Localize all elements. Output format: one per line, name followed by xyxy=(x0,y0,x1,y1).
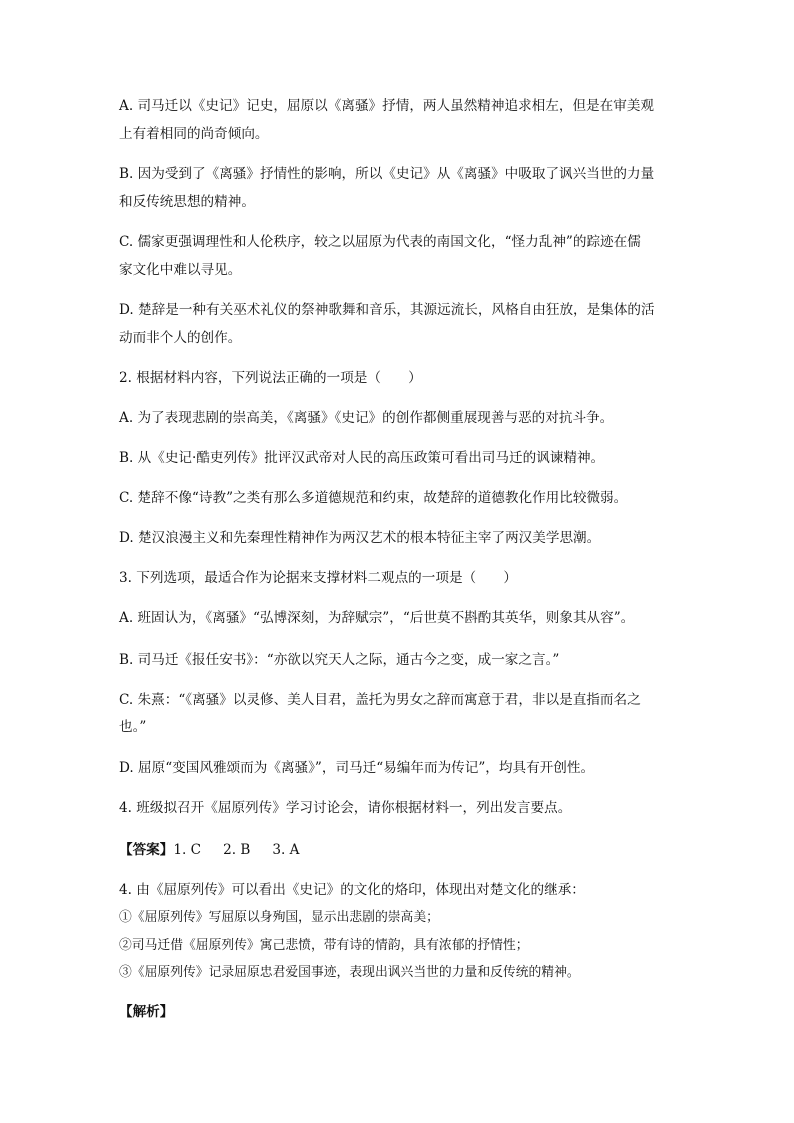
q3-option-c-line2: 也。” xyxy=(119,719,147,735)
q3-option-b: B. 司马迁《报任安书》：“亦欲以究天人之际，通古今之变，成一家之言。” xyxy=(119,652,560,668)
answer-1: 1. C xyxy=(173,842,202,858)
q1-option-a-line2: 上有着相同的尚奇倾向。 xyxy=(119,126,269,142)
q1-option-c-line2: 家文化中难以寻见。 xyxy=(119,262,242,278)
q3-option-c-line1: C. 朱熹：“《离骚》以灵修、美人目君，盖托为男女之辞而寓意于君，非以是直指而名之 xyxy=(119,692,641,708)
q2-option-b: B. 从《史记·酷吏列传》批评汉武帝对人民的高压政策可看出司马迁的讽谏精神。 xyxy=(119,450,605,466)
answer-q4-intro: 4. 由《屈原列传》可以看出《史记》的文化的烙印，体现出对楚文化的继承： xyxy=(119,882,585,898)
q3-option-a: A. 班固认为，《离骚》“弘博深刻，为辞赋宗”，“后世莫不斟酌其英华，则象其从容”。 xyxy=(119,610,635,626)
answer-q4-point-2: ②司马迁借《屈原列传》寓己悲愤，带有诗的情韵，具有浓郁的抒情性； xyxy=(119,938,529,953)
q2-stem: 2. 根据材料内容，下列说法正确的一项是（ ） xyxy=(119,370,422,386)
answer-q4-point-1: ①《屈原列传》写屈原以身殉国，显示出悲剧的崇高美； xyxy=(119,910,439,925)
q1-option-b-line2: 和反传统思想的精神。 xyxy=(119,194,255,210)
analysis-label: 【解析】 xyxy=(119,1004,174,1020)
answer-q4-point-3: ③《屈原列传》记录屈原忠君爱国事迹，表现出讽兴当世的力量和反传统的精神。 xyxy=(119,965,580,980)
q3-option-d: D. 屈原“变国风雅颂而为《离骚》”，司马迁“易编年而为传记”，均具有开创性。 xyxy=(119,760,595,776)
q4-stem: 4. 班级拟召开《屈原列传》学习讨论会，请你根据材料一，列出发言要点。 xyxy=(119,800,572,816)
q1-option-b-line1: B. 因为受到了《离骚》抒情性的影响，所以《史记》从《离骚》中吸取了讽兴当世的力量 xyxy=(119,166,655,182)
answer-3: 3. A xyxy=(272,842,300,858)
q2-option-c: C. 楚辞不像“诗教”之类有那么多道德规范和约束，故楚辞的道德教化作用比较微弱。 xyxy=(119,490,628,506)
q2-option-a: A. 为了表现悲剧的崇高美，《离骚》《史记》的创作都侧重展现善与恶的对抗斗争。 xyxy=(119,410,614,426)
q1-option-a-line1: A. 司马迁以《史记》记史，屈原以《离骚》抒情，两人虽然精神追求相左，但是在审美观 xyxy=(119,98,655,114)
q2-option-d: D. 楚汉浪漫主义和先秦理性精神作为两汉艺术的根本特征主宰了两汉美学思潮。 xyxy=(119,530,601,546)
answer-2: 2. B xyxy=(223,842,251,858)
answer-label: 【答案】 xyxy=(119,842,174,858)
q1-option-d-line1: D. 楚辞是一种有关巫术礼仪的祭神歌舞和音乐，其源远流长，风格自由狂放，是集体的活 xyxy=(119,302,655,318)
q3-stem: 3. 下列选项，最适合作为论据来支撑材料二观点的一项是（ ） xyxy=(119,570,517,586)
answer-row xyxy=(119,840,321,860)
q1-option-d-line2: 动而非个人的创作。 xyxy=(119,330,242,346)
q1-option-c-line1: C. 儒家更强调理性和人伦秩序，较之以屈原为代表的南国文化，“怪力乱神”的踪迹在儒 xyxy=(119,234,641,250)
